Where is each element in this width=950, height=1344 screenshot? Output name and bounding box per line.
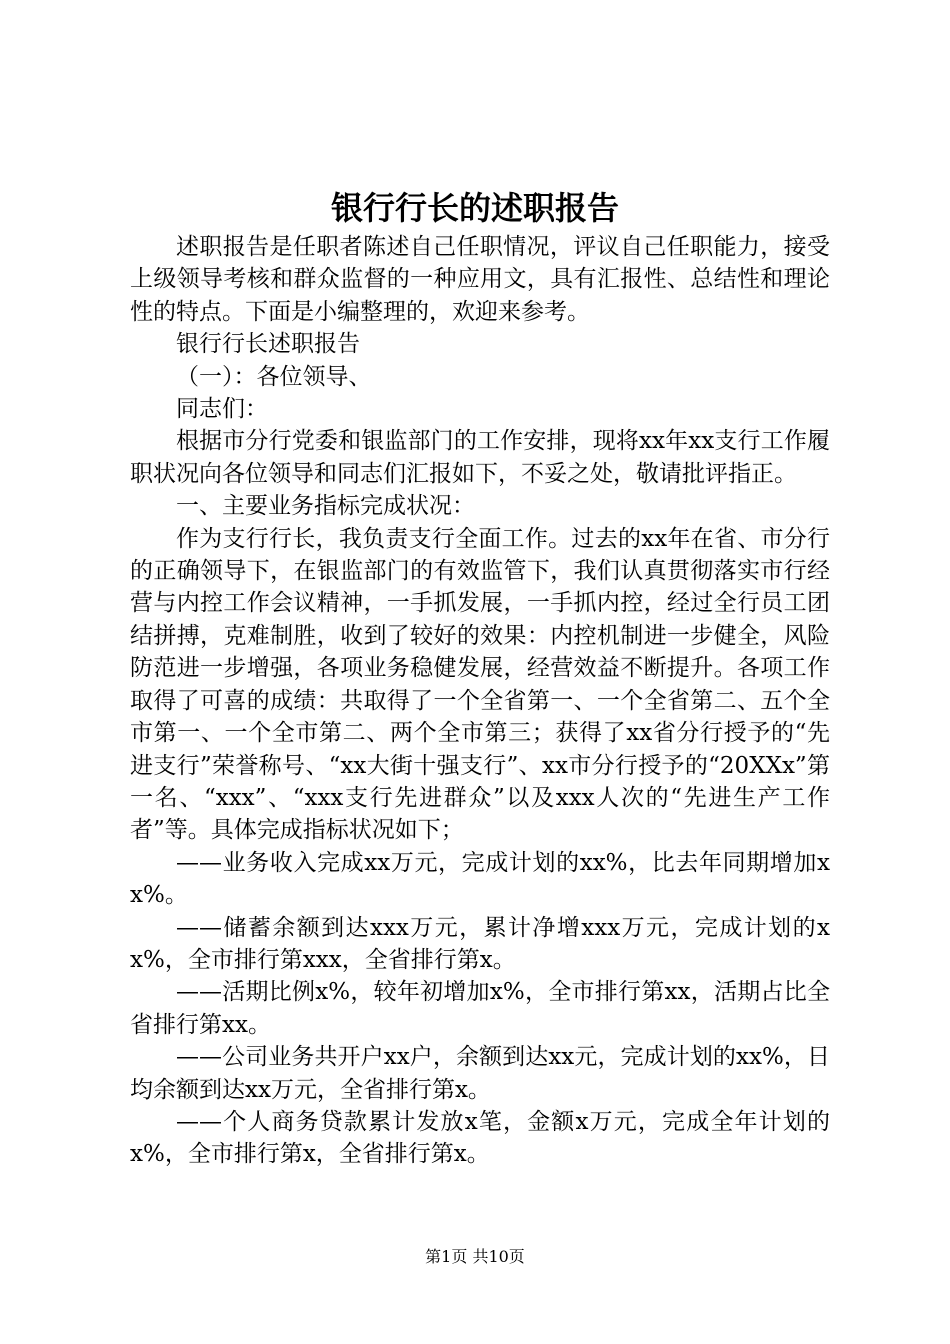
document-title: 银行行长的述职报告 bbox=[330, 189, 619, 227]
paragraph-metric-demand-ratio: ——活期比例x%，较年初增加x%，全市排行第xx，活期占比全省排行第xx。 bbox=[130, 979, 831, 1038]
paragraph-metric-savings: ——储蓄余额到达xxx万元，累计净增xxx万元，完成计划的xx%，全市排行第xxx，全省排行第x。 bbox=[130, 914, 830, 973]
paragraph-opening: 根据市分行党委和银监部门的工作安排，现将xx年xx支行工作履职状况向各位领导和同志们汇报如下，不妥之处，敬请批评指正。 bbox=[130, 428, 830, 487]
paragraph-metric-loans: ——个人商务贷款累计发放x笔，金额x万元，完成全年计划的x%，全市排行第x，全省排行第x。 bbox=[130, 1108, 830, 1168]
paragraph-metric-revenue: ——业务收入完成xx万元，完成计划的xx%，比去年同期增加xx%。 bbox=[130, 849, 830, 909]
paragraph-section-heading: 一、主要业务指标完成状况： bbox=[176, 493, 475, 520]
page-footer: 第1页 共10页 bbox=[425, 1247, 525, 1266]
paragraph-intro: 述职报告是任职者陈述自己任职情况，评议自己任职能力，接受上级领导考核和群众监督的一种应用文，具有汇报性、总结性和理论性的特点。下面是小编整理的，欢迎来参考。 bbox=[130, 234, 830, 325]
paragraph-salutation-1: （一）：各位领导、 bbox=[176, 363, 372, 390]
paragraph-salutation-2: 同志们： bbox=[176, 396, 268, 423]
paragraph-subtitle: 银行行长述职报告 bbox=[176, 331, 360, 358]
paragraph-metric-corporate: ——公司业务共开户xx户，余额到达xx元，完成计划的xx%，日均余额到达xx万元，全省排行第x。 bbox=[130, 1044, 830, 1103]
paragraph-overview: 作为支行行长，我负责支行全面工作。过去的xx年在省、市分行的正确领导下，在银监部门的有效监管下，我们认真贯彻落实市行经营与内控工作会议精神，一手抓发展，一手抓内控，经过全行员工团结拼搏，克难制胜，收到了较好的效果：内控机制进一步健全，风险防范进一步增强，各项业务稳健发展，经营效益不断提升。各项工作取得了可喜的成绩：共取得了一个全省第一、一个全省第二、五个全市第一、一个全市第二、两个全市第三；获得了xx省分行授予的“先进支行”荣誉称号、“xx大街十强支行”、xx市分行授予的“20XXx”第一名、“xxx”、“xxx支行先进群众”以及xxx人次的“先进生产工作者”等。具体完成指标状况如下； bbox=[130, 525, 830, 844]
document-body bbox=[130, 231, 830, 1171]
